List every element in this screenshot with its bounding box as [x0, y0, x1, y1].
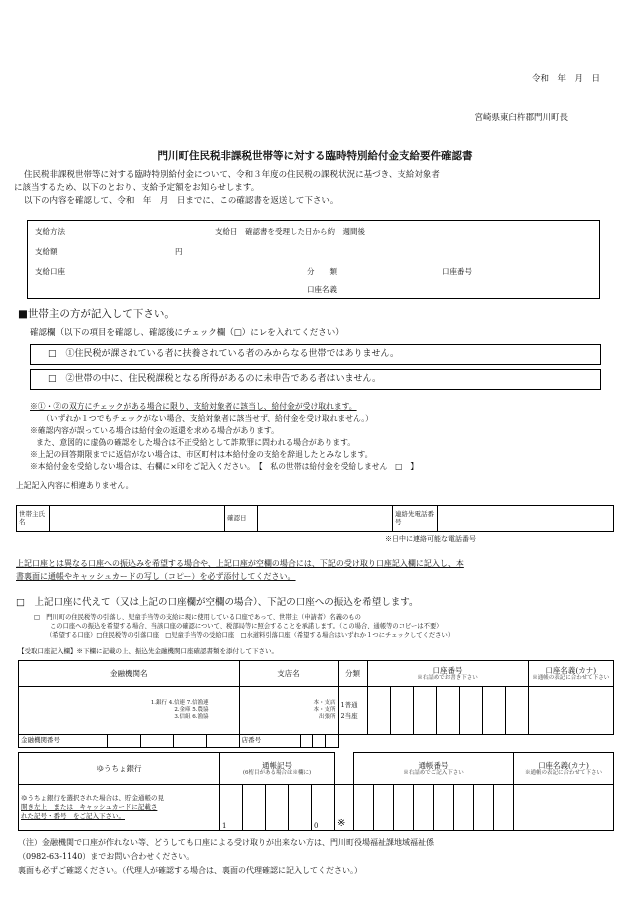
householder-name-field[interactable]	[50, 506, 225, 532]
yucho-symbol-note: (6桁目がある場合は※欄に)	[242, 769, 312, 776]
account-digit[interactable]	[413, 687, 436, 735]
confirm-date-label: 確認日	[225, 506, 258, 532]
category-field[interactable]	[338, 687, 367, 735]
yucho-desc-3: れた記号・番号 をご記入下さい。	[21, 812, 125, 821]
yen-label: 円	[175, 247, 183, 256]
category-opt-2: 2当座	[340, 711, 358, 720]
intro-line-3: 以下の内容を確認して、令和 年 月 日までに、この確認書を返送して下さい。	[24, 196, 339, 206]
transfer-note-2: 書裏面に通帳やキャッシュカードの写し（コピー）を必ず添付してください。	[16, 572, 296, 581]
check-instruction: 確認欄（以下の項目を確認し、確認後にチェック欄（□）にレを入れてください）	[30, 328, 344, 338]
payment-amount-label: 支給額	[35, 247, 58, 256]
payment-date-label: 支給日 確認書を受理した日から約 週間後	[215, 227, 365, 236]
yucho-symbol-digit[interactable]	[289, 785, 312, 831]
account-number-header-note: ※右詰めでお書き下さい	[417, 674, 478, 681]
intro-line-1: 住民税非課税世帯等に対する臨時特別給付金について、令和３年度の住民税の課税状況に基づき、支給対象者	[24, 170, 440, 180]
footer-line-3: 裏面も必ずご確認ください。（代理人が確認する場合は、裏面の代理確認に記入してください。）	[18, 866, 362, 875]
account-number-header	[367, 661, 528, 687]
page-title: 門川町住民税非課税世帯等に対する臨時特別給付金支給要件確認書	[157, 150, 473, 162]
contact-label: 連絡先電話番号	[393, 506, 438, 532]
account-digit[interactable]	[459, 687, 482, 735]
branch-code-digit[interactable]	[325, 735, 338, 748]
blank-cell	[367, 735, 528, 748]
footer-line-2: （0982-63-1140）までお問い合わせください。	[18, 852, 195, 861]
bank-type-1: 1.銀行 4.信連 7.信漁連	[150, 699, 209, 706]
bank-type-2: 2.金庫 5.農協	[174, 706, 209, 713]
note-2: （いずれか１つでもチェックがない場合、支給対象者に該当せず、給付金を受け取れません。）	[42, 414, 373, 423]
note-5: ※上記の回答期限までに返信がない場合は、市区町村は本給付金の支給を辞退したとみなします。	[30, 450, 373, 459]
account-digit[interactable]	[367, 687, 390, 735]
payment-account-label: 支給口座	[35, 267, 65, 276]
category-header: 分類	[338, 661, 367, 687]
yucho-number-digit[interactable]	[474, 785, 494, 831]
bank-code-digit[interactable]	[173, 735, 206, 748]
date-line: 令和 年 月 日	[531, 74, 600, 84]
bank-code-digit[interactable]	[206, 735, 239, 748]
contact-field[interactable]	[438, 506, 614, 532]
yucho-desc-2: 開き左上 または キャッシュカードに記載さ	[21, 802, 158, 811]
holder-field[interactable]	[528, 687, 613, 735]
account-digit[interactable]	[390, 687, 413, 735]
yucho-number-digit[interactable]	[434, 785, 454, 831]
category-opt-1: 1普通	[340, 701, 358, 710]
confirm-text: 上記記入内容に相違ありません。	[16, 481, 134, 490]
alt-note-2: この口座への振込を希望する場合、当該口座の確認について、税部局等に照会することを承諾します。（この場合、通帳等のコピーは不要）	[50, 623, 443, 630]
branch-type-1: 本・支店	[313, 699, 336, 706]
yucho-symbol-header	[220, 753, 335, 785]
alt-account-heading: □ 上記口座に代えて（又は上記の口座欄が空欄の場合）、下記の口座への振込を希望します。	[16, 597, 419, 608]
intro-line-2: に該当するため、以下のとおり、支給予定額をお知らせします。	[14, 183, 260, 193]
note-4: また、意図的に虚偽の確認をした場合は不正受給として詐欺罪に問われる場合があります。	[36, 438, 356, 447]
yucho-number-digit[interactable]	[414, 785, 434, 831]
contact-note: ※日中に連絡可能な電話番号	[385, 535, 476, 543]
yucho-symbol-text: 通帳記号	[262, 760, 292, 770]
yucho-symbol-digit[interactable]	[243, 785, 266, 831]
branch-code-digit[interactable]	[313, 735, 326, 748]
receipt-heading: 【受取口座記入欄】※下欄に記載の上、振込先金融機関口座確認書類を添付して下さい。	[18, 647, 278, 655]
issuer: 宮崎県東臼杵郡門川町長	[474, 113, 568, 123]
bank-name-field[interactable]	[19, 687, 240, 735]
account-digit[interactable]	[436, 687, 459, 735]
branch-field[interactable]	[239, 687, 338, 735]
account-number-label: 口座番号	[442, 267, 472, 276]
note-6: ※本給付金を受給しない場合は、右欄に×印をご記入ください。 【 私の世帯は給付金を受給しません □ 】	[30, 462, 419, 471]
branch-type-3: 出張所	[319, 714, 336, 721]
yucho-desc-1: ゆうちょ銀行を選択された場合は、貯金通帳の見	[21, 793, 164, 802]
branch-header: 支店名	[239, 661, 338, 687]
alt-note-3: （希望する口座）□住民税等の引落口座 □児童手当等の受給口座 □水道料引落口座（希望する場合はいずれか１つにチェックしてください）	[46, 632, 455, 639]
yucho-label: ゆうちょ銀行	[19, 753, 220, 785]
yucho-symbol-digit[interactable]	[266, 785, 289, 831]
account-type-label: 分 類	[307, 267, 337, 276]
bank-name-header: 金融機関名	[19, 661, 240, 687]
yucho-number-digit[interactable]	[494, 785, 514, 831]
yucho-symbol-digit-1: 1	[220, 785, 243, 831]
account-digit[interactable]	[482, 687, 505, 735]
yucho-table	[18, 752, 614, 831]
yucho-gap	[335, 753, 354, 785]
bank-account-table	[18, 660, 614, 748]
yucho-number-header	[354, 753, 514, 785]
note-1: ※①・②の双方にチェックがある場合に限り、支給対象者に該当し、給付金が受け取れます。	[30, 402, 357, 411]
yucho-number-digit[interactable]	[454, 785, 474, 831]
yucho-holder-note: ※通帳の表記に合わせて下さい	[524, 769, 602, 776]
holder-header-note: ※通帳の表記に合わせて下さい	[532, 674, 610, 681]
bank-code-label: 金融機関番号	[19, 735, 108, 748]
yucho-holder-field[interactable]	[514, 785, 614, 831]
transfer-note-1: 上記口座とは異なる口座への振込みを希望する場合や、上記口座が空欄の場合には、下記の受け取り口座記入欄に記入し、本	[16, 559, 464, 568]
yucho-symbol-digit-0: 0	[312, 785, 335, 831]
yucho-number-digit[interactable]	[374, 785, 394, 831]
account-number-header-text: 口座番号	[432, 665, 463, 675]
note-3: ※確認内容が誤っている場合は給付金の返還を求める場合があります。	[30, 426, 279, 435]
yucho-description	[19, 785, 220, 831]
householder-name-label: 世帯主氏名	[17, 506, 50, 532]
bank-code-digit[interactable]	[140, 735, 173, 748]
bank-type-3: 3.信組 6.漁協	[174, 714, 209, 721]
confirm-date-field[interactable]	[258, 506, 393, 532]
branch-code-digit[interactable]	[300, 735, 313, 748]
householder-heading: ■世帯主の方が記入して下さい。	[18, 308, 175, 320]
branch-code-label: 店番号	[239, 735, 300, 748]
check-item-1-text: □ ①住民税が課されている者に扶養されている者のみからなる世帯ではありません。	[48, 349, 400, 359]
yucho-holder-text: 口座名義(カナ)	[538, 760, 589, 770]
yucho-number-text: 通帳番号	[418, 760, 449, 770]
blank-cell	[338, 735, 367, 748]
account-digit[interactable]	[505, 687, 528, 735]
alt-note-1: □ 門川町の住民税等の引落し、児童手当等の支給に現に使用している口座であって、世帯主（申請者）名義のもの	[34, 614, 361, 621]
branch-type-2: 本・支所	[313, 706, 336, 713]
payment-method-label: 支給方法	[35, 227, 65, 236]
check-item-2-text: □ ②世帯の中に、住民税課税となる所得があるのに未申告である者はいません。	[48, 374, 382, 384]
holder-header-text: 口座名義(カナ)	[545, 665, 597, 675]
yucho-number-note: ※右詰めでご記入下さい	[403, 769, 464, 776]
yucho-mark-cell[interactable]: ※	[335, 785, 354, 831]
account-holder-label: 口座名義	[307, 285, 337, 294]
yucho-number-digit[interactable]	[354, 785, 374, 831]
blank-cell	[528, 735, 613, 748]
householder-row	[16, 505, 614, 532]
yucho-holder-header	[514, 753, 614, 785]
holder-header	[528, 661, 613, 687]
yucho-number-digit[interactable]	[394, 785, 414, 831]
bank-code-digit[interactable]	[107, 735, 140, 748]
footer-line-1: （注）金融機関で口座が作れない等、どうしても口座による受け取りが出来ない方は、門川町役場福祉課地域福祉係	[18, 838, 434, 847]
